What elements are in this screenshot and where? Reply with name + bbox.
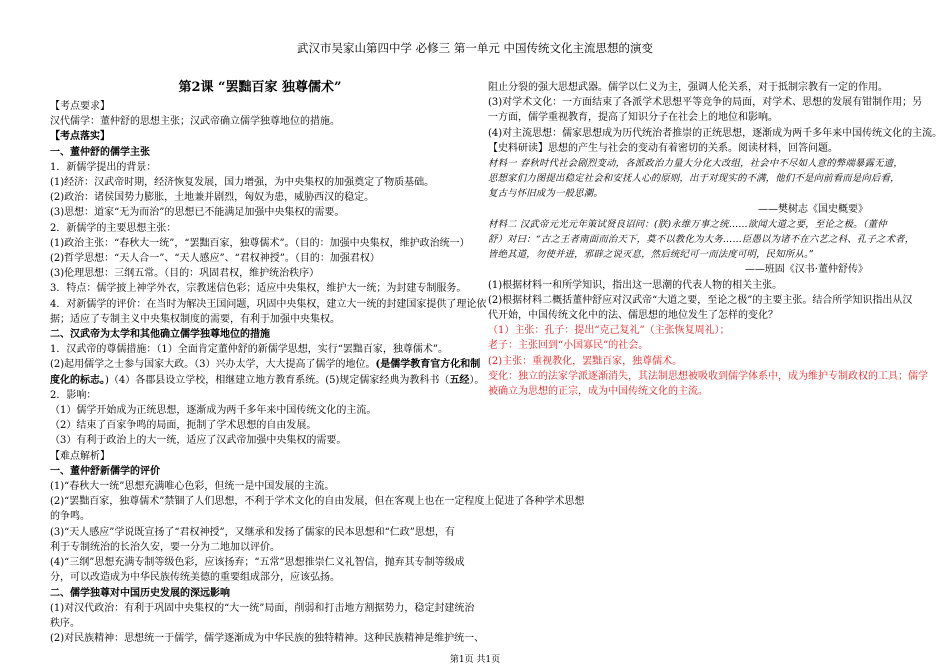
page-header: 武汉市吴家山第四中学 必修三 第一单元 中国传统文化主流思想的演变 (297, 41, 653, 55)
text-line: 汉代儒学：董仲舒的思想主张；汉武帝确立儒学独尊地位的措施。 (50, 116, 340, 128)
text-line: 复古与怀旧成为一般思潮。 (488, 188, 603, 200)
text-line: （1）儒学开始成为正统思想，逐渐成为两千多年来中国传统文化的主流。 (50, 405, 377, 417)
text-line: (3)思想：道家“无为而治”的思想已不能满足加强中央集权的需要。 (50, 207, 345, 219)
lesson-title: 第2课 “罢黜百家 独尊儒术” (178, 80, 342, 95)
text-line: 皆绝其道，勿使并进，邪辟之说灭息，然后统纪可一而法度可明，民知所从。” (488, 249, 814, 261)
text-line: (1)经济：汉武帝时期，经济恢复发展，国力增强，为中央集权的加强奠定了物质基础。 (50, 177, 435, 189)
text-line: 二、儒学独尊对中国历史发展的深远影响 (50, 587, 230, 599)
text-line: (1)对汉代政治：有利于巩固中央集权的“大一统”局面，削弱和打击地方割据势力，稳定封建统治 (50, 602, 475, 614)
text-line: ——班固《汉书·董仲舒传》 (744, 264, 868, 276)
text-line: (2)根据材料二概括董仲舒应对汉武帝“大道之要，至论之极”的主要主张。结合所学知识指出从汉 (488, 294, 913, 306)
text-line: 分，可以改造成为中华民族传统美德的重要组成部分，应该弘扬。 (50, 572, 340, 584)
text-line (50, 373, 485, 388)
text-line (50, 357, 481, 372)
text-line: (1)根据材料一和所学知识，指出这一思潮的代表人物的相关主张。 (488, 279, 783, 291)
text-line: 舒）对曰：“古之王者南面而治天下，莫不以教化为大务……臣愚以为诸不在六艺之科、孔子之术者， (488, 234, 915, 246)
text-line: (1)“春秋大一统”思想充满唯心色彩，但统一是中国发展的主流。 (50, 481, 335, 493)
text-line: (1)政治主张：“春秋大一统”，“罢黜百家，独尊儒术”。（目的：加强中央集权，维护政治统一） (50, 237, 470, 249)
text-line: 【考点落实】 (50, 131, 110, 143)
right-lines (488, 80, 943, 399)
text-line: (2)主张：重视教化，罢黜百家，独尊儒术。 (488, 355, 683, 367)
text-line: 阻止分裂的强大思想武器。儒学以仁义为主，强调人伦关系，对于抵制宗教有一定的作用。 (488, 82, 888, 93)
text-line: ——樊树志《国史概要》 (758, 203, 868, 215)
text-line: (2)“罢黜百家，独尊儒术”禁锢了人们思想，不利于学术文化的自由发展，但在客观上也在一定程度上促进了各种学术思想 (50, 496, 585, 508)
text-line: 代开始，中国传统文化中的法、儒思想的地位发生了怎样的变化？ (488, 310, 778, 322)
text-line: 的争鸣。 (50, 511, 90, 523)
text-run: (是儒学教育官方化和制 (375, 359, 481, 371)
text-line: 【难点解析】 (50, 450, 110, 462)
text-line: 一方面，儒学重视教育，提高了知识分子在社会上的地位和影响。 (488, 112, 778, 124)
text-run: )（4）各郡县设立学校，相继建立地方教育系统。(5)规定儒家经典为教科书（ (105, 374, 450, 386)
text-line: 据；适应了专制主义中央集权制度的需要，有利于加强中央集权。 (50, 313, 340, 325)
text-line: 秩序。 (50, 617, 80, 629)
text-line: 1．汉武帝的尊儒措施：（1）全面肯定董仲舒的新儒学思想，实行“罢黜百家，独尊儒术”。 (50, 344, 448, 356)
text-line: 材料二 汉武帝元光元年策试贤良诏问：(朕)永维万事之统……欲闻大道之要，至论之极。（董仲 (488, 218, 887, 230)
text-line: 一、董仲舒的儒学主张 (50, 146, 150, 158)
text-line: (2)哲学思想：“天人合一”、“天人感应”、“君权神授”。（目的：加强君权） (50, 253, 380, 265)
text-line: (2)对民族精神：思想统一于儒学，儒学逐渐成为中华民族的独特精神。这种民族精神是维护统一、 (50, 633, 485, 645)
text-run: ）。 (469, 374, 485, 386)
text-line: 被确立为思想的正宗，成为中国传统文化的主流。 (488, 386, 708, 398)
text-line: 材料一 春秋时代社会剧烈变动，各派政治力量大分化大改组，社会中不尽如人意的弊端暴露无遗， (488, 158, 903, 170)
text-run: 五经 (449, 374, 470, 386)
text-line: 4．对新儒学的评价：在当时为解决王国问题，巩固中央集权，建立大一统的封建国家提供了理论依 (50, 298, 487, 310)
text-line: 利于专制统治的长治久安，要一分为二地加以评价。 (50, 541, 280, 553)
text-line: 【考点要求】 (50, 101, 110, 112)
text-line: 2．影响： (50, 389, 97, 401)
text-line: (3)“天人感应”学说既宣扬了“君权神授”，又继承和发扬了儒家的民本思想和“仁政”思想，有 (50, 526, 455, 538)
text-line: 二、汉武帝为太学和其他确立儒学独尊地位的措施 (50, 329, 270, 341)
text-line: 2．新儒学的主要思想主张： (50, 222, 177, 234)
text-line: 变化：独立的法家学派逐渐消失，其法制思想被吸收到儒学体系中，成为维护专制政权的工具；儒学 (488, 370, 928, 382)
text-run: (2)起用儒学之士参与国家大政。（3）兴办太学，大大提高了儒学的地位。 (50, 359, 376, 371)
text-line: （3）有利于政治上的大一统，适应了汉武帝加强中央集权的需要。 (50, 435, 347, 447)
text-line: (4)对主流思想：儒家思想成为历代统治者推崇的正统思想，逐渐成为两千多年来中国传统文化的主流。 (488, 127, 943, 139)
text-line: (2)政治：诸侯国势力膨胀，土地兼并剧烈，匈奴为患，威胁西汉的稳定。 (50, 192, 375, 204)
text-run: 度化的标志。 (50, 374, 105, 386)
text-line: （2）结束了百家争鸣的局面，扼制了学术思想的自由发展。 (50, 420, 317, 432)
text-line: 一、董仲舒新儒学的评价 (50, 465, 160, 477)
text-line: (3)对学术文化：一方面结束了各派学术思想平等竞争的局面，对学术、思想的发展有钳制作用；另 (488, 97, 923, 109)
text-line: 3．特点：儒学披上神学外衣，宗教迷信色彩；适应中央集权，维护大一统；为封建专制服务。 (50, 283, 467, 295)
text-line: 思想家们力图提出稳定社会和安抚人心的原则，出于对现实的不满，他们不是向前看而是向后看， (488, 173, 900, 185)
text-line: (3)伦理思想：三纲五常。（目的：巩固君权，维护统治秩序） (50, 268, 320, 280)
page-footer: 第1页 共1页 (449, 655, 501, 665)
text-line: (4)“三纲”思想充满专制等级色彩，应该扬弃；“五常”思想推崇仁义礼智信，抛弃其专制等级成 (50, 557, 465, 569)
text-line: 【史料研读】思想的产生与社会的变动有着密切的关系。阅读材料，回答问题。 (488, 142, 838, 154)
text-line: 老子：主张回到“小国寡民”的社会。 (488, 340, 649, 352)
text-line: 1．新儒学提出的背景： (50, 161, 157, 173)
text-line: （1）主张：孔子：提出“克己复礼”（主张恢复周礼）； (488, 325, 730, 337)
right-column (488, 80, 943, 399)
